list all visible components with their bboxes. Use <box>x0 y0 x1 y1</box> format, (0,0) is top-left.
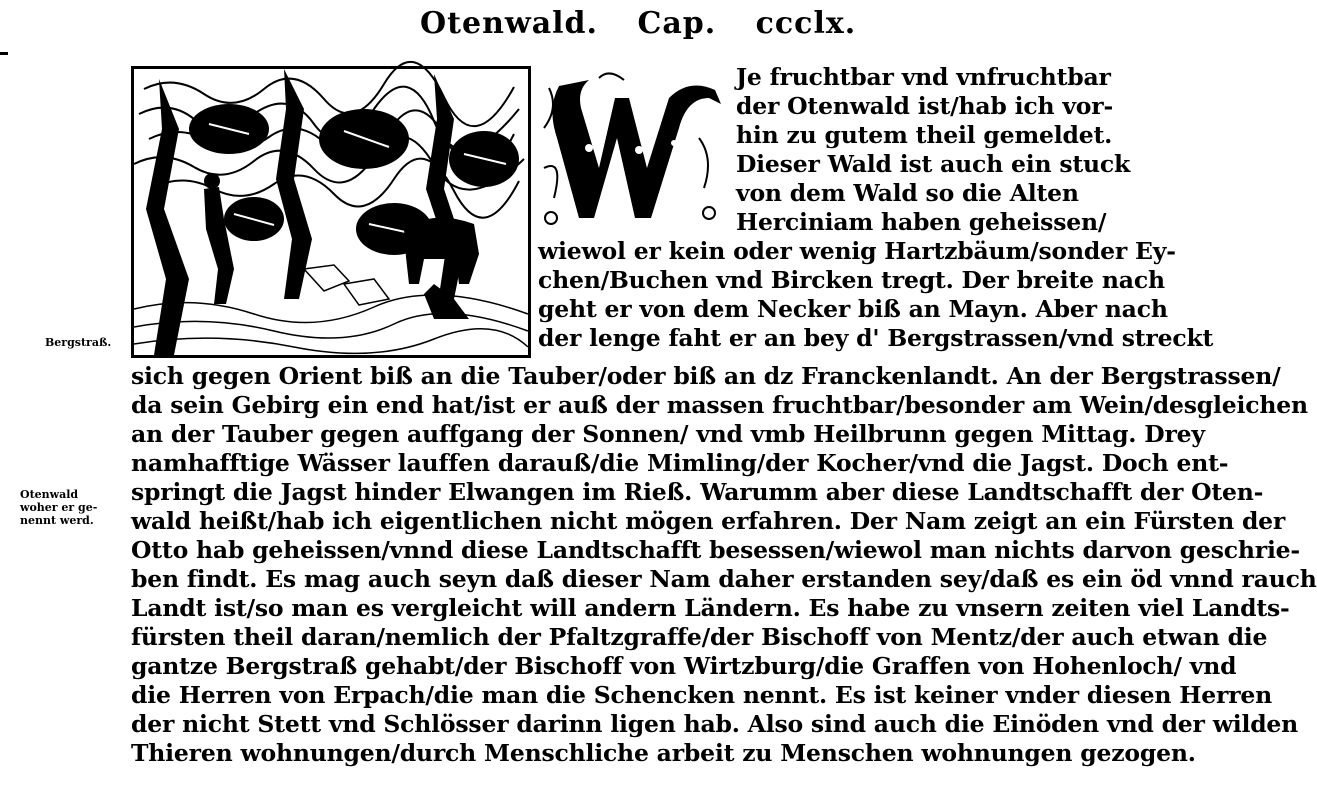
text-line: fürsten theil daran/nemlich der Pfaltzgraffe/der Bischoff von Mentz/der auch etwan die <box>131 623 1268 651</box>
text-line: ben findt. Es mag auch seyn daß dieser Nam daher erstanden sey/daß es ein öd vnnd rauch <box>131 565 1317 593</box>
margin-note-line: Otenwald <box>20 488 79 501</box>
header-chapter-number: ccclx. <box>755 6 857 41</box>
text-line: gantze Bergstraß gehabt/der Bischoff von Wirtzburg/die Graffen von Hohenloch/ vnd <box>131 652 1237 680</box>
text-line: der Otenwald ist/hab ich vor- <box>736 92 1113 120</box>
text-line: springt die Jagst hinder Elwangen im Rieß. Warumm aber diese Landtschafft der Oten- <box>131 478 1264 506</box>
margin-note-line: woher er ge- <box>20 501 98 514</box>
page-header <box>420 6 857 50</box>
header-title: Otenwald. <box>420 6 598 41</box>
margin-note-bergstrass: Bergstraß. <box>45 336 112 349</box>
text-line: der nicht Stett vnd Schlösser darinn ligen hab. Also sind auch die Einöden vnd der wilden <box>131 710 1299 738</box>
text-line: Otto hab geheissen/vnnd diese Landtschafft besessen/wiewol man nichts darvon geschrie- <box>131 536 1300 564</box>
text-line: geht er von dem Necker biß an Mayn. Aber nach <box>538 295 1168 323</box>
text-line: der lenge faht er an bey d' Bergstrassen/vnd streckt <box>538 324 1214 352</box>
text-line: hin zu gutem theil gemeldet. <box>736 121 1113 149</box>
margin-note-otenwald <box>20 488 97 527</box>
text-line: chen/Buchen vnd Bircken tregt. Der breite nach <box>538 266 1165 294</box>
text-line: die Herren von Erpach/die man die Schencken nennt. Es ist keiner vnder diesen Herren <box>131 681 1273 709</box>
text-line: namhafftige Wässer lauffen darauß/die Mimling/der Kocher/vnd die Jagst. Doch ent- <box>131 449 1229 477</box>
text-line: an der Tauber gegen auffgang der Sonnen/ vnd vmb Heilbrunn gegen Mittag. Drey <box>131 420 1205 448</box>
initial-w-glyph <box>539 68 721 228</box>
text-line: wiewol er kein oder wenig Hartzbäum/sonder Ey- <box>538 237 1176 265</box>
text-line: da sein Gebirg ein end hat/ist er auß der massen fruchtbar/besonder am Wein/desgleichen <box>131 391 1308 419</box>
text-line: Dieser Wald ist auch ein stuck <box>736 150 1131 178</box>
forest-scene <box>134 69 528 355</box>
woodcut-illustration <box>131 66 531 358</box>
text-line: Thieren wohnungen/durch Menschliche arbeit zu Menschen wohnungen gezogen. <box>131 739 1196 767</box>
text-line: Herciniam haben geheissen/ <box>736 208 1107 236</box>
text-line: wald heißt/hab ich eigentlichen nicht mögen erfahren. Der Nam zeigt an ein Fürsten der <box>131 507 1286 535</box>
text-line: von dem Wald so die Alten <box>736 179 1079 207</box>
text-line: sich gegen Orient biß an die Tauber/oder biß an dz Franckenlandt. An der Bergstrassen/ <box>131 362 1281 390</box>
header-chapter: Cap. <box>637 6 717 41</box>
text-line: Je fruchtbar vnd vnfruchtbar <box>736 63 1111 91</box>
margin-note-line: nennt werd. <box>20 514 94 527</box>
decorated-initial-w <box>539 68 721 228</box>
text-line: Landt ist/so man es vergleicht will andern Ländern. Es habe zu vnsern zeiten viel Landts- <box>131 594 1290 622</box>
edge-mark <box>0 52 8 55</box>
